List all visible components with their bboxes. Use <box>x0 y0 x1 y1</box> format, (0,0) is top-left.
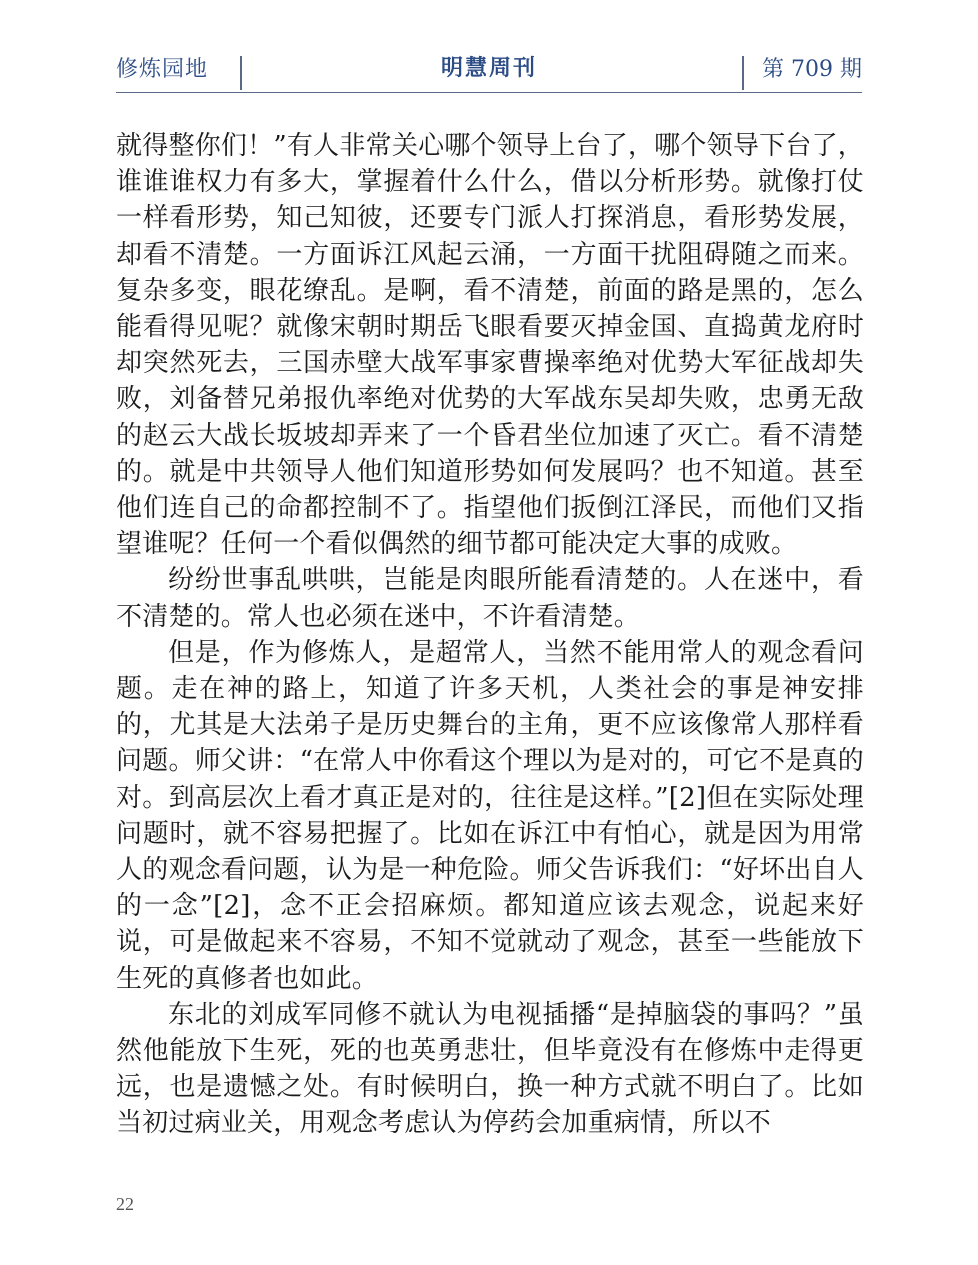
paragraph: 纷纷世事乱哄哄，岂能是肉眼所能看清楚的。人在迷中，看不清楚的。常人也必须在迷中，不许看清楚。 <box>116 565 864 632</box>
section-title: 修炼园地 <box>116 57 209 82</box>
page-header <box>116 52 862 93</box>
article-body <box>116 128 864 1142</box>
issue-number: 第 709 期 <box>762 57 862 82</box>
header-divider-right <box>742 56 744 90</box>
publication-title: 明慧周刊 <box>440 55 537 81</box>
paragraph: 但是，作为修炼人，是超常人，当然不能用常人的观念看问题。走在神的路上，知道了许多天机，人类社会的事是神安排的，尤其是大法弟子是历史舞台的主角，更不应该像常人那样看问题。师父讲：“在常人中你看这个理以为是对的，可它不是真的对。到高层次上看才真正是对的，往往是这样。”[2]但在实际处理问题时，就不容易把握了。比如在诉江中有怕心，就是因为用常人的观念看问题，认为是一种危险。师父告诉我们：“好坏出自人的一念”[2]，念不正会招麻烦。都知道应该去观念，说起来好说，可是做起来不容易，不知不觉就动了观念，甚至一些能放下生死的真修者也如此。 <box>116 637 864 994</box>
page-number: 22 <box>116 1194 134 1214</box>
paragraph: 就得整你们！”有人非常关心哪个领导上台了，哪个领导下台了，谁谁谁权力有多大，掌握着什么什么，借以分析形势。就像打仗一样看形势，知己知彼，还要专门派人打探消息，看形势发展，却看不清楚。一方面诉江风起云涌，一方面干扰阻碍随之而来。复杂多变，眼花缭乱。是啊，看不清楚，前面的路是黑的，怎么能看得见呢？就像宋朝时期岳飞眼看要灭掉金国、直捣黄龙府时却突然死去，三国赤壁大战军事家曹操率绝对优势大军征战却失败，刘备替兄弟报仇率绝对优势的大军战东吴却失败，忠勇无敌的赵云大战长坂坡却弄来了一个昏君坐位加速了灭亡。看不清楚的。就是中共领导人他们知道形势如何发展吗？也不知道。甚至他们连自己的命都控制不了。指望他们扳倒江泽民，而他们又指望谁呢？任何一个看似偶然的细节都可能决定大事的成败。 <box>116 131 864 560</box>
paragraph: 东北的刘成军同修不就认为电视插播“是掉脑袋的事吗？”虽然他能放下生死，死的也英勇悲壮，但毕竟没有在修炼中走得更远，也是遗憾之处。有时候明白，换一种方式就不明白了。比如当初过病业关，用观念考虑认为停药会加重病情，所以不 <box>116 999 864 1139</box>
